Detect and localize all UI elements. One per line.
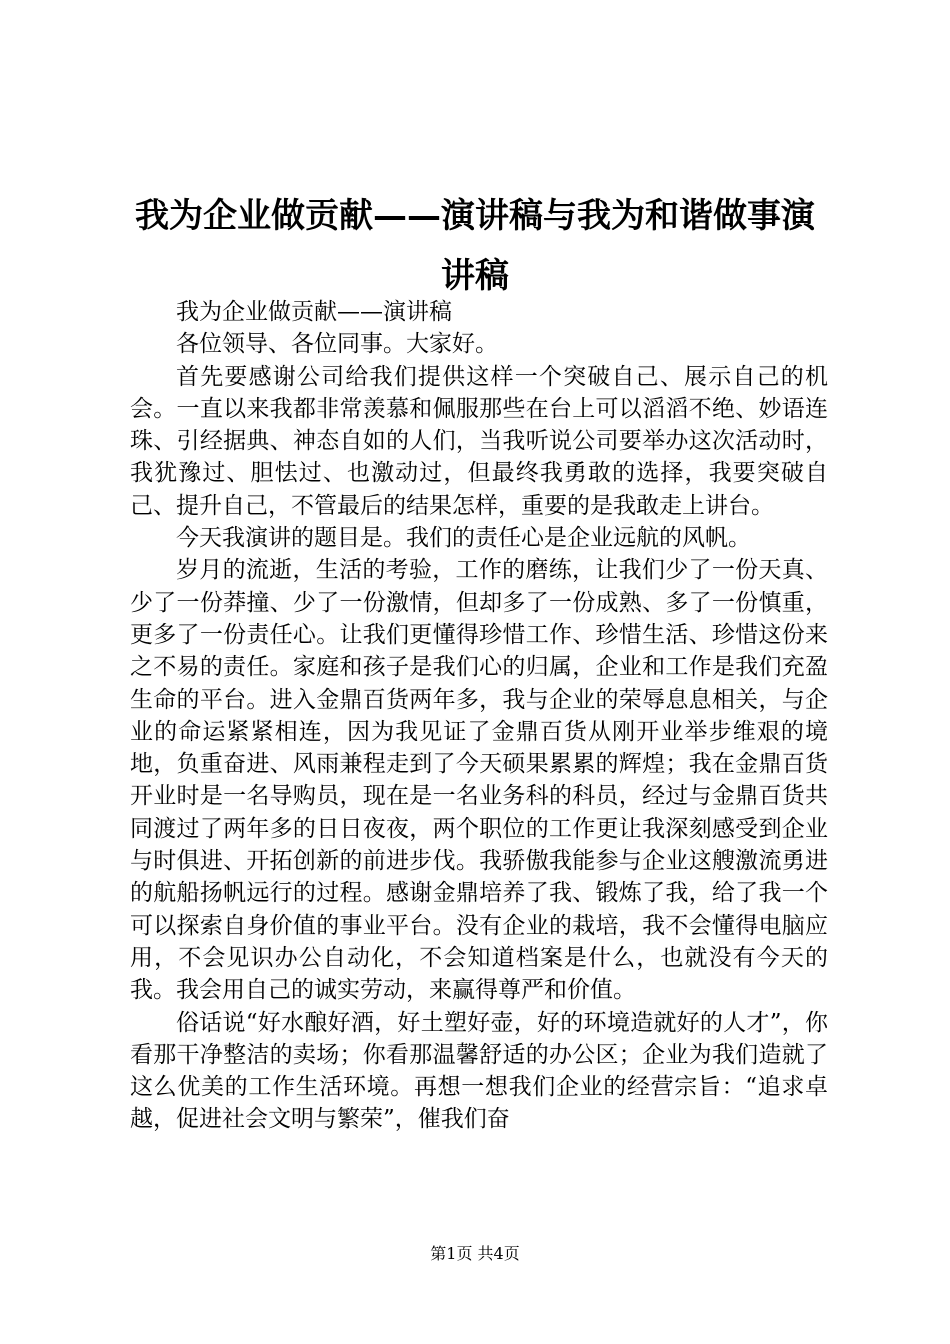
- document-body: [130, 296, 828, 1136]
- paragraph: 今天我演讲的题目是。我们的责任心是企业远航的风帆。: [176, 525, 751, 552]
- paragraph: 首先要感谢公司给我们提供这样一个突破自己、展示自己的机会。一直以来我都非常羡慕和佩服那些在台上可以滔滔不绝、妙语连珠、引经据典、神态自如的人们，当我听说公司要举办这次活动时，我犹豫过、胆怯过、也激动过，但最终我勇敢的选择，我要突破自己、提升自己，不管最后的结果怎样，重要的是我敢走上讲台。: [130, 363, 828, 519]
- paragraph: 岁月的流逝，生活的考验，工作的磨练，让我们少了一份天真、少了一份莽撞、少了一份激情，但却多了一份成熟、多了一份慎重，更多了一份责任心。让我们更懂得珍惜工作、珍惜生活、珍惜这份来之不易的责任。家庭和孩子是我们心的归属，企业和工作是我们充盈生命的平台。进入金鼎百货两年多，我与企业的荣辱息息相关，与企业的命运紧紧相连，因为我见证了金鼎百货从刚开业举步维艰的境地，负重奋进、风雨兼程走到了今天硕果累累的辉煌；我在金鼎百货开业时是一名导购员，现在是一名业务科的科员，经过与金鼎百货共同渡过了两年多的日日夜夜，两个职位的工作更让我深刻感受到企业与时俱进、开拓创新的前进步伐。我骄傲我能参与企业这艘激流勇进的航船扬帆远行的过程。感谢金鼎培养了我、锻炼了我，给了我一个可以探索自身价值的事业平台。没有企业的栽培，我不会懂得电脑应用，不会见识办公自动化，不会知道档案是什么，也就没有今天的我。我会用自己的诚实劳动，来赢得尊严和价值。: [130, 557, 828, 1004]
- page-footer: 第1页 共4页: [430, 1244, 520, 1263]
- document-title: 我为企业做贡献——演讲稿与我为和谐做事演讲稿: [135, 196, 815, 296]
- paragraph-greeting: 各位领导、各位同事。大家好。: [176, 331, 498, 358]
- paragraph: 俗话说“好水酿好酒，好土塑好壶，好的环境造就好的人才”，你看那干净整洁的卖场；你看那温馨舒适的办公区；企业为我们造就了这么优美的工作生活环境。再想一想我们企业的经营宗旨：“追求卓越，促进社会文明与繁荣”，催我们奋: [130, 1009, 828, 1133]
- paragraph-subtitle: 我为企业做贡献——演讲稿: [176, 299, 452, 325]
